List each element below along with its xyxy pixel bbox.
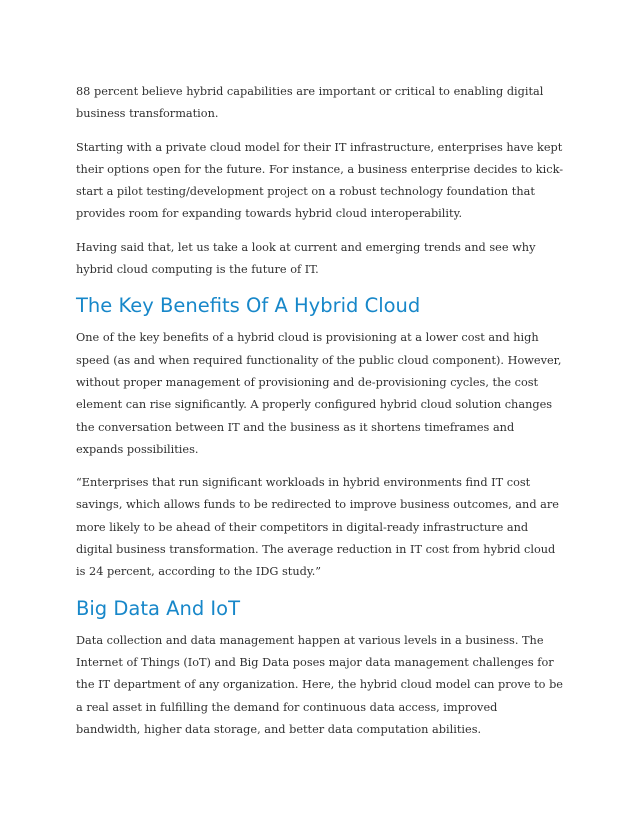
intro-paragraph-1: 88 percent believe hybrid capabilities are important or critical to enabling digital business transformation. — [76, 85, 544, 121]
big-data-paragraph-1: Data collection and data management happen at various levels in a business. The Internet of Things (IoT) and Big Data poses major data management challenges for the IT department of any organization. Here, the hybrid cloud model can prove to be a real asset in fulfilling the demand for continuous data access, improved bandwidth, higher data storage, and better data computation abilities. — [76, 633, 563, 736]
section-heading-key-benefits: The Key Benefits Of A Hybrid Cloud — [76, 294, 421, 318]
key-benefits-paragraph-1: One of the key benefits of a hybrid cloud is provisioning at a lower cost and high speed (as and when required functionality of the public cloud component). However, without proper management of provisioning and de-provisioning cycles, the cost element can rise significantly. A properly configured hybrid cloud solution changes the conversation between IT and the business as it shortens timeframes and expands possibilities. — [76, 331, 562, 456]
section-heading-big-data-iot: Big Data And IoT — [76, 596, 240, 620]
intro-paragraph-2: Starting with a private cloud model for their IT infrastructure, enterprises have kept their options open for the future. For instance, a business enterprise decides to kick-start a pilot testing/development project on a robust technology foundation that provides room for expanding towards hybrid cloud interoperability. — [76, 140, 564, 221]
key-benefits-quote: “Enterprises that run significant workloads in hybrid environments find IT cost savings, which allows funds to be redirected to improve business outcomes, and are more likely to be ahead of their competitors in digital-ready infrastructure and digital business transformation. The average reduction in IT cost from hybrid cloud is 24 percent, according to the IDG study.” — [76, 476, 559, 579]
document-page — [76, 81, 564, 752]
intro-paragraph-3: Having said that, let us take a look at current and emerging trends and see why hybrid cloud computing is the future of IT. — [76, 240, 536, 277]
